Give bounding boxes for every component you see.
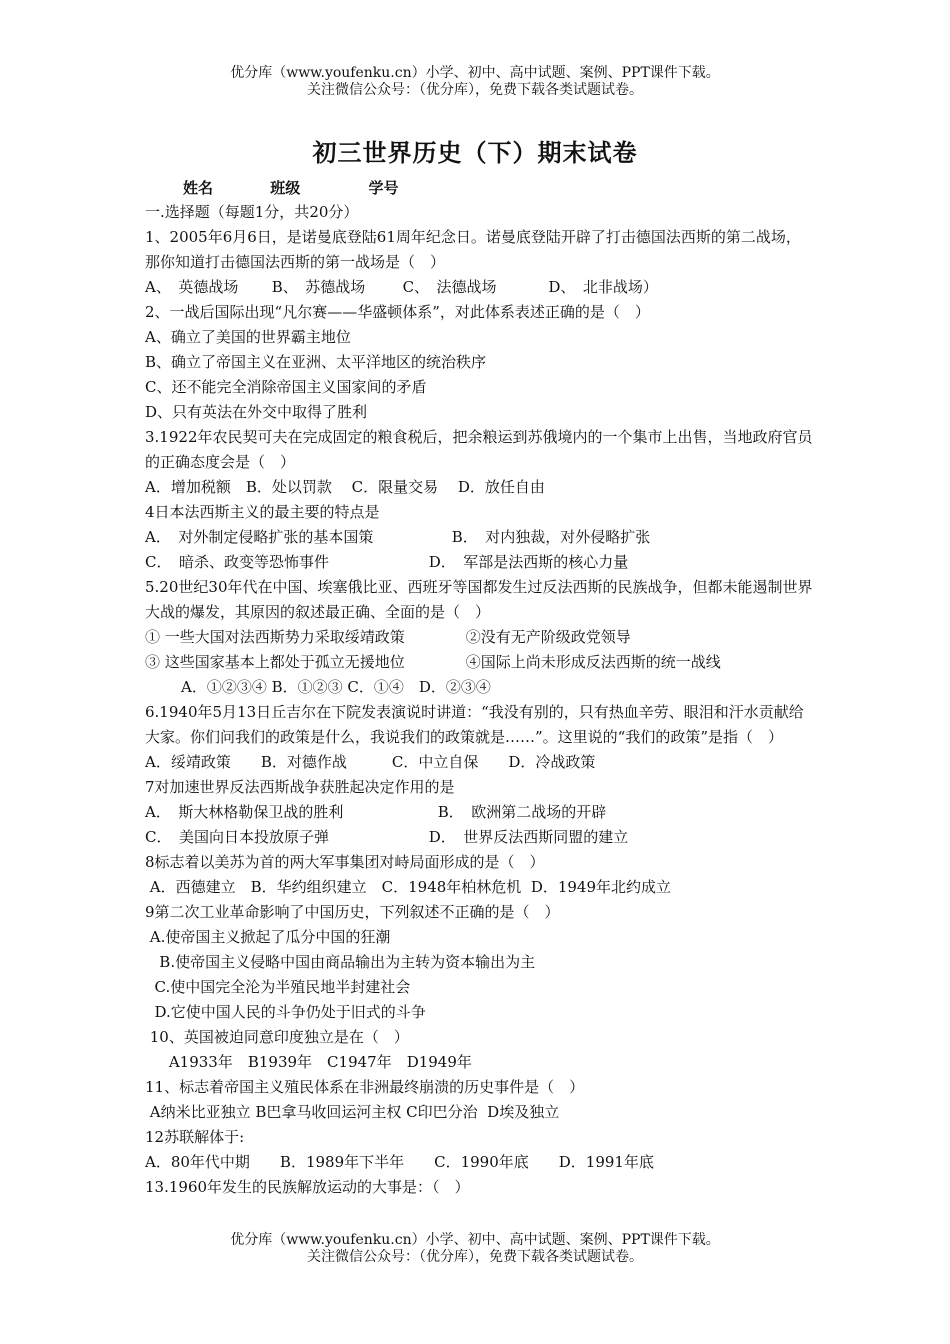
q9-option-a: A.使帝国主义掀起了瓜分中国的狂潮 bbox=[145, 928, 391, 946]
question-7-stem: 7对加速世界反法西斯战争获胜起决定作用的是 bbox=[145, 778, 455, 796]
q7-option-b: B． 欧洲第二战场的开辟 bbox=[437, 803, 607, 821]
question-1-stem: 1、2005年6月6日，是诺曼底登陆61周年纪念日。诺曼底登陆开辟了打击德国法西斯的第二战场，那你知道打击德国法西斯的第一战场是（ ） bbox=[145, 228, 801, 271]
question-5-stem: 5.20世纪30年代在中国、埃塞俄比亚、西班牙等国都发生过反法西斯的民族战争，但都未能遏制世界大战的爆发，其原因的叙述最正确、全面的是（ ） bbox=[145, 578, 813, 621]
q7-option-c: C． 美国向日本投放原子弹 bbox=[145, 828, 329, 846]
question-6-options: A．绥靖政策 B．对德作战 C．中立自保 D．冷战政策 bbox=[145, 753, 596, 771]
q7-option-a: A． 斯大林格勒保卫战的胜利 bbox=[145, 803, 344, 821]
question-12-stem: 12苏联解体于: bbox=[145, 1128, 245, 1146]
question-12-options: A．80年代中期 B．1989年下半年 C．1990年底 D．1991年底 bbox=[145, 1153, 654, 1171]
footer-line-1: 优分库（www.youfenku.cn）小学、初中、高中试题、案例、PPT课件下载。 bbox=[230, 1232, 720, 1248]
q1-option-b: B、 苏德战场 bbox=[271, 278, 366, 296]
q9-option-c: C.使中国完全沦为半殖民地半封建社会 bbox=[145, 978, 411, 996]
q4-option-d: D． 军部是法西斯的核心力量 bbox=[428, 553, 629, 571]
question-11-options: A纳米比亚独立 B巴拿马收回运河主权 C印巴分治 D埃及独立 bbox=[145, 1103, 560, 1121]
question-4-stem: 4日本法西斯主义的最主要的特点是 bbox=[145, 503, 380, 521]
question-6-stem: 6.1940年5月13日丘吉尔在下院发表演说时讲道：“我没有别的，只有热血辛劳、眼泪和汗水贡献给大家。你们问我们的政策是什么，我说我们的政策就是……”。这里说的“我们的政策”是指（ ） bbox=[145, 703, 804, 746]
exam-body bbox=[145, 200, 815, 1200]
question-4-options-row-1 bbox=[145, 525, 815, 550]
question-8-options: A．西德建立 B．华约组织建立 C．1948年柏林危机 D．1949年北约成立 bbox=[145, 878, 672, 896]
q4-option-c: C． 暗杀、政变等恐怖事件 bbox=[145, 553, 329, 571]
question-5-statements-row-1 bbox=[145, 625, 815, 650]
question-10-options: A1933年 B1939年 C1947年 D1949年 bbox=[145, 1053, 472, 1071]
q4-option-b: B． 对内独裁，对外侵略扩张 bbox=[451, 528, 651, 546]
q5-statement-2: ②没有无产阶级政党领导 bbox=[465, 628, 631, 646]
q9-option-b: B.使帝国主义侵略中国由商品输出为主转为资本输出为主 bbox=[145, 953, 536, 971]
question-5-statements-row-2 bbox=[145, 650, 815, 675]
header-line-1: 优分库（www.youfenku.cn）小学、初中、高中试题、案例、PPT课件下载。 bbox=[230, 65, 720, 81]
question-5-options: A．①②③④ B．①②③ C．①④ D．②③④ bbox=[181, 678, 491, 696]
q1-option-c: C、 法德战场 bbox=[402, 278, 497, 296]
q9-option-d: D.它使中国人民的斗争仍处于旧式的斗争 bbox=[145, 1003, 426, 1021]
question-3-options: A．增加税额 B．处以罚款 C．限量交易 D．放任自由 bbox=[145, 478, 545, 496]
page-footer bbox=[0, 1232, 950, 1266]
q5-statement-3: ③ 这些国家基本上都处于孤立无援地位 bbox=[145, 653, 405, 671]
question-3-stem: 3.1922年农民契可夫在完成固定的粮食税后，把余粮运到苏俄境内的一个集市上出售，当地政府官员的正确态度会是（ ） bbox=[145, 428, 813, 471]
exam-title: 初三世界历史（下）期末试卷 bbox=[312, 139, 638, 167]
q1-option-d: D、 北非战场） bbox=[548, 278, 658, 296]
q2-option-c: C、还不能完全消除帝国主义国家间的矛盾 bbox=[145, 378, 427, 396]
question-1-options bbox=[145, 275, 815, 300]
question-9-stem: 9第二次工业革命影响了中国历史，下列叙述不正确的是（ ） bbox=[145, 903, 560, 921]
q1-option-a: A、 英德战场 bbox=[145, 278, 239, 296]
question-7-options-row-2 bbox=[145, 825, 815, 850]
section-heading: 一.选择题（每题1分，共20分） bbox=[145, 203, 359, 221]
question-2-stem: 2、一战后国际出现“凡尔赛——华盛顿体系”，对此体系表述正确的是（ ） bbox=[145, 303, 650, 321]
page-header bbox=[0, 65, 950, 99]
question-8-stem: 8标志着以美苏为首的两大军事集团对峙局面形成的是（ ） bbox=[145, 853, 545, 871]
footer-line-2: 关注微信公众号：（优分库），免费下载各类试题试卷。 bbox=[307, 1249, 643, 1265]
header-line-2: 关注微信公众号：（优分库），免费下载各类试题试卷。 bbox=[307, 82, 643, 98]
question-11-stem: 11、标志着帝国主义殖民体系在非洲最终崩溃的历史事件是（ ） bbox=[145, 1078, 585, 1096]
q5-statement-1: ① 一些大国对法西斯势力采取绥靖政策 bbox=[145, 628, 405, 646]
q2-option-a: A、确立了美国的世界霸主地位 bbox=[145, 328, 351, 346]
name-field-label: 姓名 bbox=[183, 179, 214, 197]
q5-statement-4: ④国际上尚未形成反法西斯的统一战线 bbox=[465, 653, 721, 671]
class-field-label: 班级 bbox=[270, 179, 301, 197]
student-info-fields bbox=[183, 177, 398, 198]
question-4-options-row-2 bbox=[145, 550, 815, 575]
q2-option-d: D、只有英法在外交中取得了胜利 bbox=[145, 403, 368, 421]
q2-option-b: B、确立了帝国主义在亚洲、太平洋地区的统治秩序 bbox=[145, 353, 487, 371]
question-13-stem: 13.1960年发生的民族解放运动的大事是：（ ） bbox=[145, 1178, 470, 1196]
id-field-label: 学号 bbox=[368, 179, 399, 197]
q4-option-a: A． 对外制定侵略扩张的基本国策 bbox=[145, 528, 374, 546]
question-7-options-row-1 bbox=[145, 800, 815, 825]
q7-option-d: D． 世界反法西斯同盟的建立 bbox=[428, 828, 629, 846]
question-10-stem: 10、英国被迫同意印度独立是在（ ） bbox=[145, 1028, 409, 1046]
